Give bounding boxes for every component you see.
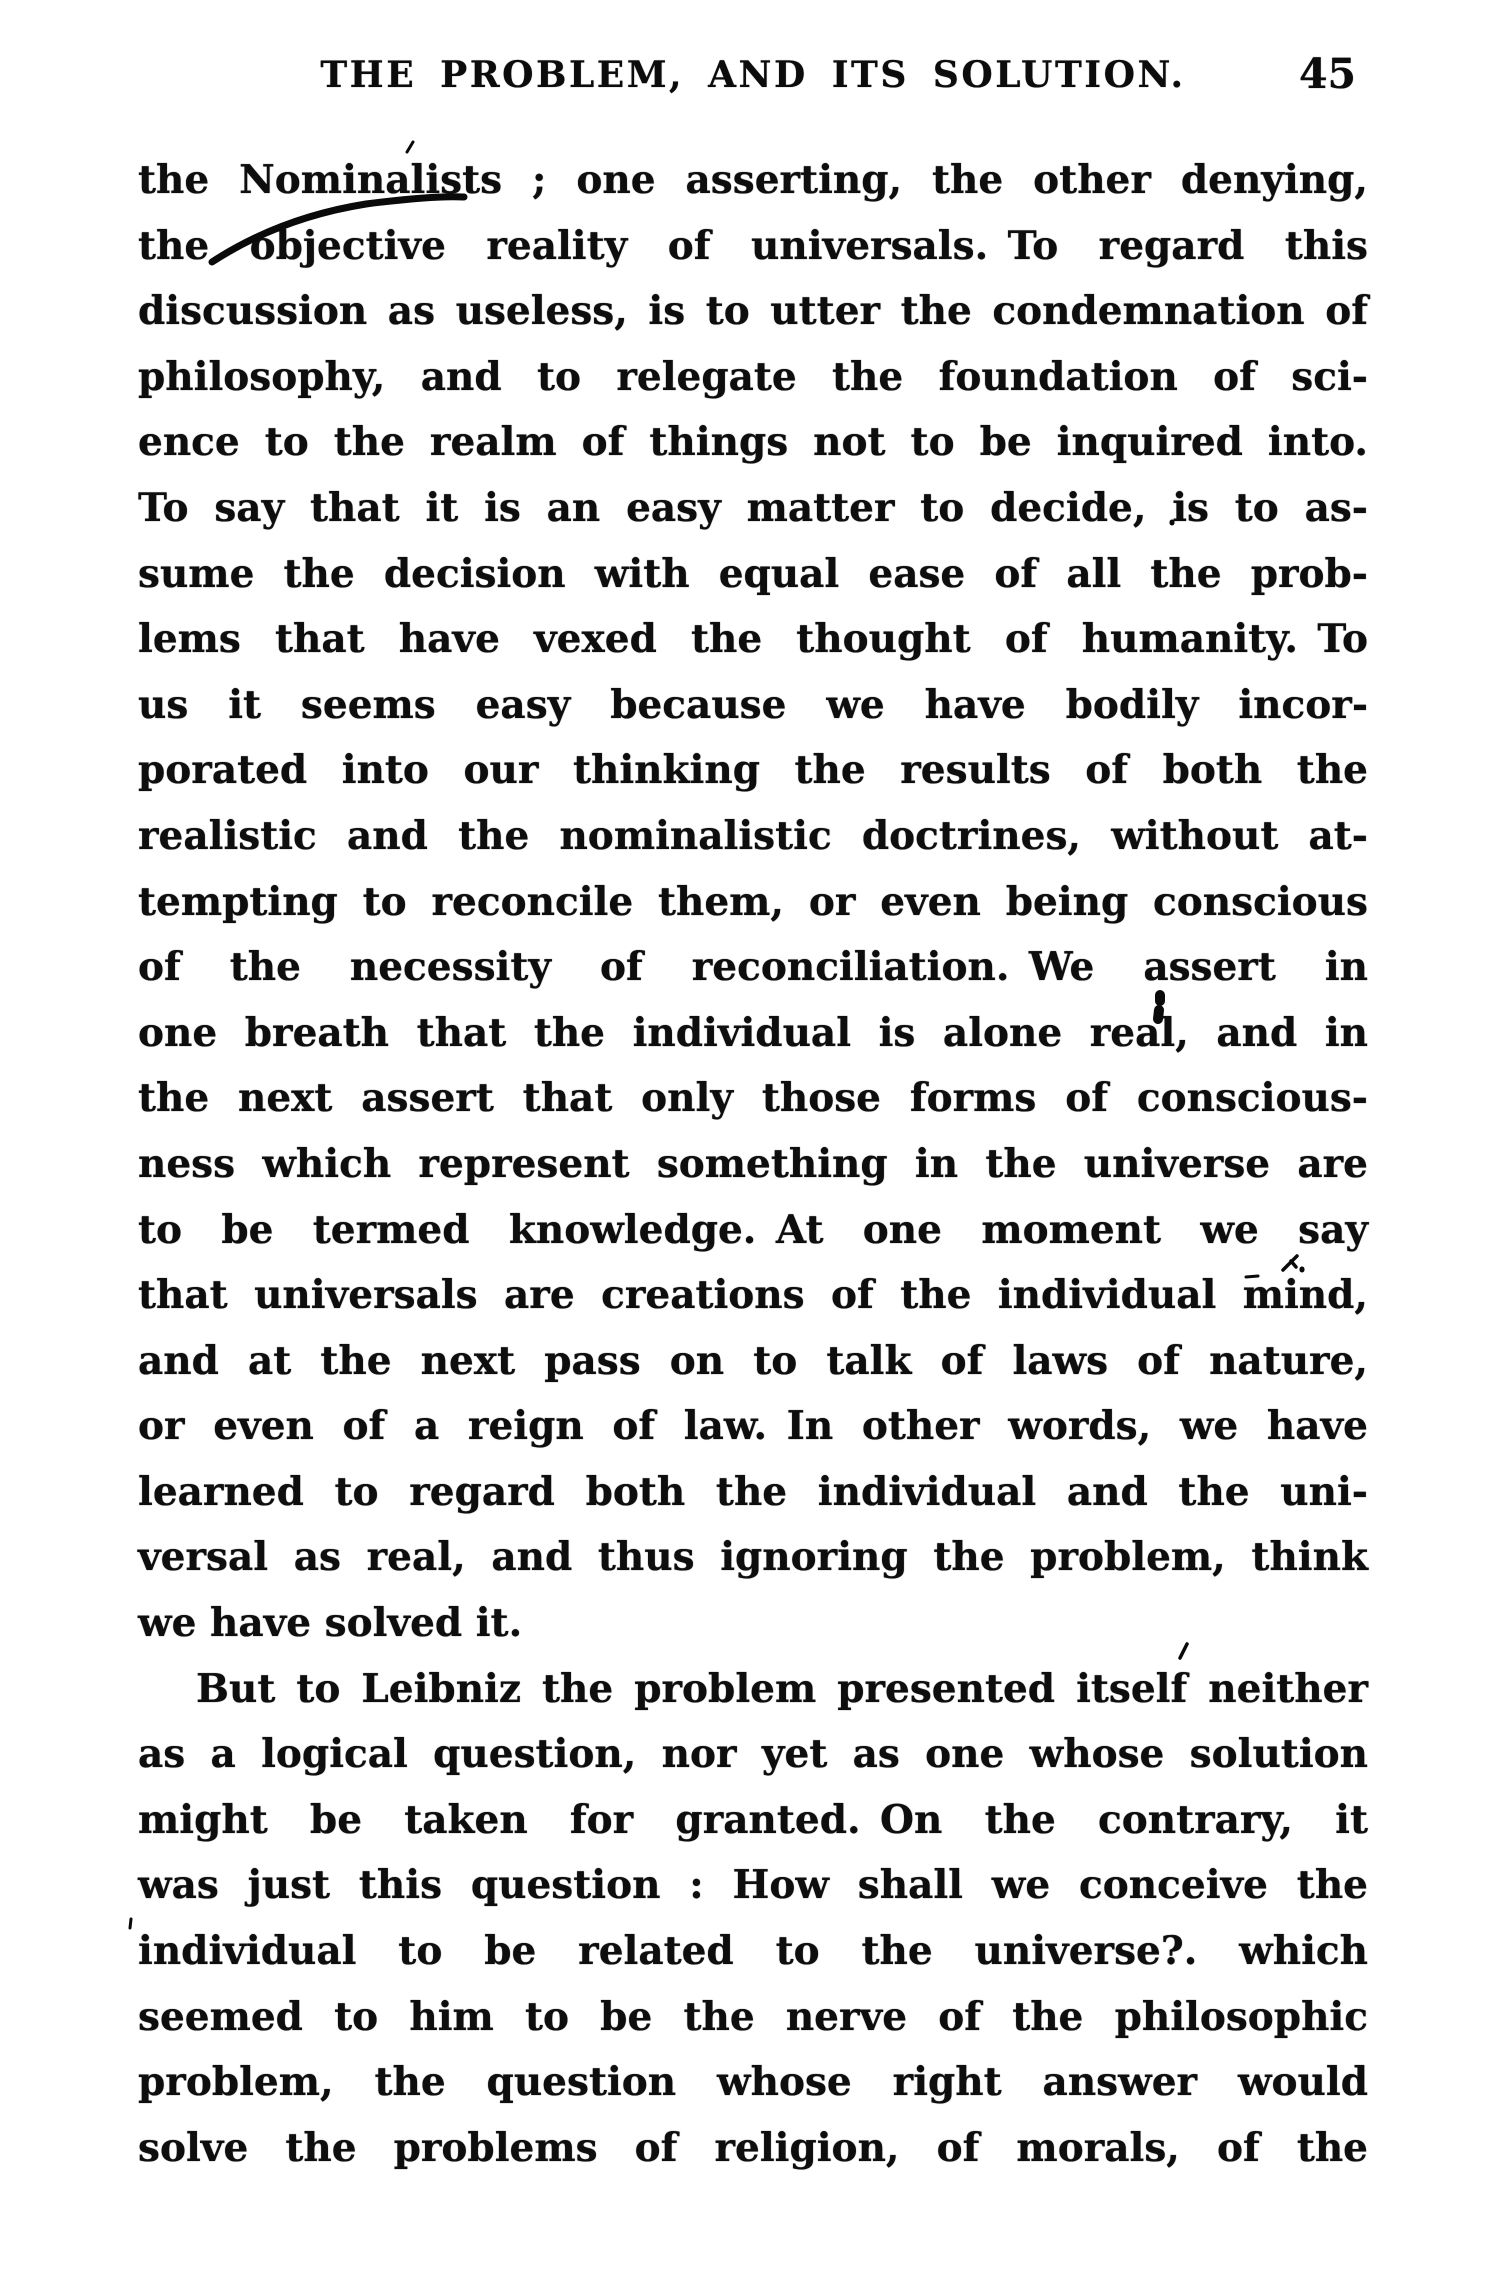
text-line: discussion as useless, is to utter the condemnation of [138, 288, 1368, 335]
text-line: one breath that the individual is alone real, and in [138, 1009, 1368, 1056]
text-line: that universals are creations of the individual mind, [138, 1272, 1368, 1319]
text-line: the next assert that only those forms of conscious- [138, 1075, 1368, 1122]
text-line: problem, the question whose right answer would [138, 2059, 1368, 2106]
running-header [138, 50, 1368, 102]
page-number: 45 [1298, 50, 1356, 98]
text-line: individual to be related to the universe?. which [138, 1928, 1368, 1975]
speck-before-individual [130, 1919, 131, 1928]
text-line: learned to regard both the individual and the uni- [138, 1468, 1368, 1515]
text-line: To say that it is an easy matter to decide, is to as- [138, 484, 1368, 531]
text-line: us it seems easy because we have bodily incor- [138, 681, 1368, 728]
text-line: was just this question : How shall we conceive the [138, 1862, 1368, 1909]
text-line: as a logical question, nor yet as one whose solution [138, 1731, 1368, 1778]
text-line: philosophy, and to relegate the foundation of sci- [138, 353, 1368, 400]
text-line: porated into our thinking the results of both the [138, 747, 1368, 794]
text-line: the objective reality of universals. To regard this [138, 222, 1368, 269]
text-line: realistic and the nominalistic doctrines, without at- [138, 812, 1368, 859]
text-line: lems that have vexed the thought of humanity. To [138, 616, 1368, 663]
text-line: solve the problems of religion, of morals, of the [138, 2124, 1368, 2171]
text-line: tempting to reconcile them, or even being conscious [138, 878, 1368, 925]
text-line: But to Leibniz the problem presented itself neither [196, 1665, 1368, 1712]
text-line: ness which represent something in the universe are [138, 1140, 1368, 1187]
text-line: might be taken for granted. On the contrary, it [138, 1796, 1368, 1843]
body-text-block [138, 148, 1368, 2181]
text-line: ence to the realm of things not to be inquired into. [138, 419, 1368, 466]
text-line: the Nominalists ; one asserting, the other denying, [138, 157, 1368, 203]
text-line: or even of a reign of law. In other words, we have [138, 1403, 1368, 1450]
running-header-title: THE PROBLEM, AND ITS SOLUTION. [320, 54, 1186, 96]
text-line: versal as real, and thus ignoring the problem, think [138, 1534, 1368, 1581]
text-line: to be termed knowledge. At one moment we say [138, 1206, 1368, 1253]
text-line: and at the next pass on to talk of laws of nature, [138, 1337, 1368, 1384]
text-line: we have solved it. [138, 1600, 523, 1647]
text-line: seemed to him to be the nerve of the philosophic [138, 1993, 1368, 2040]
text-line: of the necessity of reconciliation. We assert in [138, 944, 1368, 991]
text-line: sume the decision with equal ease of all the prob- [138, 550, 1368, 597]
